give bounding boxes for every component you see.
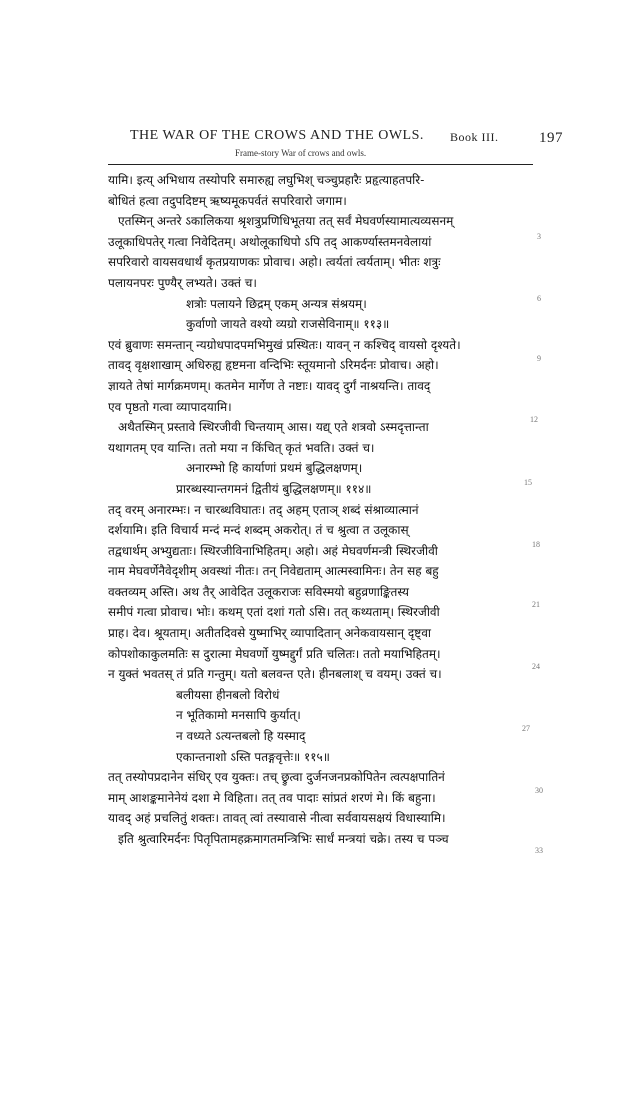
- page-number: 197: [539, 130, 563, 146]
- text-line: दर्शयामि। इति विचार्य मन्दं मन्दं शब्दम् अकरोत्। तं च श्रुत्वा त उलूकास्: [108, 523, 409, 538]
- line-number: 33: [535, 846, 543, 855]
- text-line: माम् आशङ्कमानेनेयं दशा मे विहिता। तत् तव पादाः सांप्रतं शरणं मे। किं बहुना।: [108, 790, 436, 805]
- text-line: एव पृष्ठतो गत्वा व्यापादयामि।: [108, 399, 232, 414]
- verse-line: शत्रोः पलायने छिद्रम् एकम् अन्यत्र संश्रयम्।: [186, 296, 367, 311]
- line-number: 21: [532, 600, 540, 609]
- text-line: एतस्मिन् अन्तरे ऽकालिकया श्रृशत्रुप्रणिधिभूतया तत् सर्वं मेघवर्णस्यामात्यव्यसनम्: [118, 214, 454, 229]
- book-label: Book III.: [450, 130, 499, 144]
- section-subtitle: Frame-story War of crows and owls.: [235, 148, 367, 158]
- text-line: यामि। इत्य् अभिधाय तस्योपरि समारुह्य लघुभिश् चञ्चुप्रहारैः प्रहृत्याहतपरि-: [108, 173, 425, 187]
- text-line: पलायनपरः पुण्यैर् लभ्यते। उक्तं च।: [108, 275, 257, 290]
- header-rule: [108, 164, 533, 165]
- text-line: कोपशोकाकुलमतिः स दुरात्मा मेघवर्णो युष्मद्दुर्गं प्रति चलितः। ततो मयाभिहितम्।: [108, 646, 441, 661]
- text-line: अथैतस्मिन् प्रस्तावे स्थिरजीवी चिन्तयाम् आस। यद्य् एते शत्रवो ऽस्मदृत्तान्ता: [118, 420, 429, 435]
- verse-line: अनारम्भो हि कार्याणां प्रथमं बुद्धिलक्षणम्।: [186, 461, 363, 476]
- verse-line: न भूतिकामो मनसापि कुर्यात्।: [176, 708, 301, 723]
- line-number: 18: [532, 540, 540, 549]
- text-line: वक्तव्यम् अस्ति। अथ तैर् आवेदित उलूकराजः सविस्मयो बहुव्रणाङ्कितस्य: [108, 584, 409, 599]
- line-number: 27: [522, 724, 530, 733]
- text-line: न युक्तं भवतस् तं प्रति गन्तुम्। यतो बलवन्त एते। हीनबलाश् च वयम्। उक्तं च।: [108, 667, 442, 682]
- line-number: 15: [524, 478, 532, 487]
- text-line: समीपं गत्वा प्रोवाच। भोः। कथम् एतां दशां गतो ऽसि। तत् कथ्यताम्। स्थिरजीवी: [108, 605, 440, 620]
- text-line: यथागतम् एव यान्ति। ततो मया न किंचित् कृतं भवति। उक्तं च।: [108, 440, 375, 455]
- text-line: तद् वरम् अनारम्भः। न चारब्धविघातः। तद् अहम् एताञ् शब्दं संश्राव्यात्मानं: [108, 502, 419, 517]
- verse-line: कुर्वाणो जायते वश्यो व्यग्रो राजसेविनाम्॥ ११३॥: [186, 317, 390, 332]
- text-line: तत् तस्योपप्रदानेन संधिर् एव युक्तः। तच् छ्रुत्वा दुर्जनजनप्रकोपितेन त्वत्पक्षपातिनं: [108, 770, 445, 785]
- text-line: इति श्रुत्वारिमर्दनः पितृपितामहक्रमागतमन्त्रिभिः सार्धं मन्त्रयां चक्रे। तस्य च पञ्च: [118, 832, 449, 846]
- verse-line: एकान्तनाशो ऽस्ति पतङ्गवृत्तेः॥ ११५॥: [176, 749, 330, 764]
- line-number: 30: [535, 786, 543, 795]
- sanskrit-body: [108, 170, 538, 850]
- text-line: तद्वधार्थम् अभ्युद्यताः। स्थिरजीविनाभिहितम्। अहो। अहं मेघवर्णमन्त्री स्थिरजीवी: [108, 543, 438, 558]
- line-number: 6: [537, 294, 541, 303]
- line-number: 12: [530, 415, 538, 424]
- text-line: उलूकाधिपतेर् गत्वा निवेदितम्। अथोलूकाधिपो ऽपि तद् आकर्ण्यास्तमनवेलायां: [108, 234, 432, 249]
- line-number: 9: [537, 354, 541, 363]
- text-line: ज्ञायते तेषां मार्गक्रमणम्। कतमेन मार्गेण ते नष्टाः। यावद् दुर्गं नाश्रयन्ति। तावद्: [108, 378, 431, 393]
- verse-line: प्रारब्धस्यान्तगमनं द्वितीयं बुद्धिलक्षणम्॥ ११४॥: [176, 481, 372, 496]
- text-line: नाम मेघवर्णेनैवेदृशीम् अवस्थां नीतः। तन् निवेद्यताम् आत्मस्वामिनः। तेन सह बहु: [108, 564, 439, 579]
- text-line: तावद् वृक्षशाखाम् अधिरुह्य हृष्टमना वन्दिभिः स्तूयमानो ऽरिमर्दनः प्रोवाच। अहो।: [108, 358, 439, 373]
- text-line: प्राह। देव। श्रूयताम्। अतीतदिवसे युष्माभिर् व्यापादितान् अनेकवायसान् दृष्ट्वा: [108, 626, 431, 641]
- line-number: 24: [532, 662, 540, 671]
- verse-line: न वध्यते ऽत्यन्तबलो हि यस्माद्: [176, 729, 306, 744]
- line-number: 3: [537, 232, 541, 241]
- text-line: बोधितं हत्वा तदुपदिष्टम् ऋष्यमूकपर्वतं सपरिवारो जगाम।: [108, 193, 347, 208]
- text-line: एवं ब्रुवाणः समन्तान् न्यग्रोधपादपमभिमुखं प्रस्थितः। यावन् न कश्चिद् वायसो दृश्यते।: [108, 337, 461, 352]
- text-line: यावद् अहं प्रचलितुं शक्तः। तावत् त्वां तस्यावासे नीत्वा सर्ववायसक्षयं विधास्यामि।: [108, 811, 446, 826]
- text-line: सपरिवारो वायसवधार्थं कृतप्रयाणकः प्रोवाच। अहो। त्वर्यतां त्वर्यताम्। भीतः शत्रुः: [108, 255, 441, 270]
- verse-line: बलीयसा हीनबलो विरोधं: [176, 687, 280, 702]
- running-title: THE WAR OF THE CROWS AND THE OWLS.: [130, 128, 424, 143]
